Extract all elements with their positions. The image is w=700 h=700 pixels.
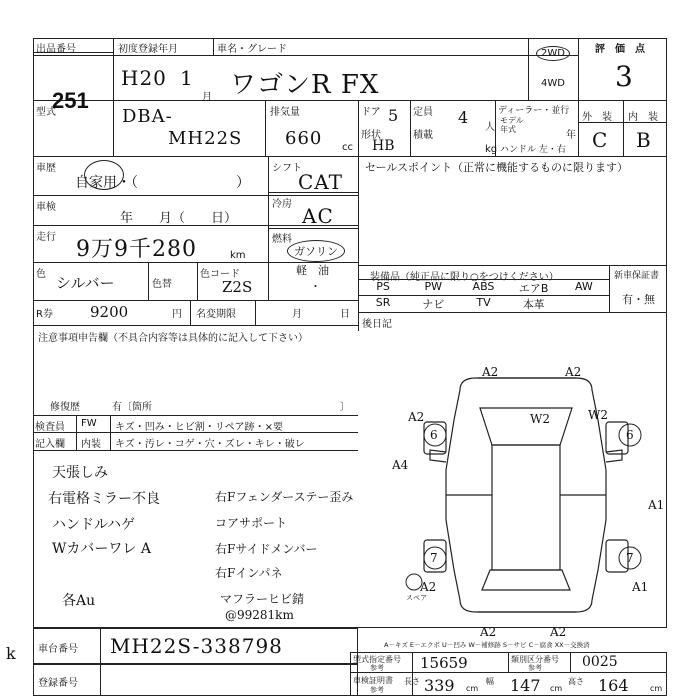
ac-value: AC: [302, 204, 334, 228]
evaluation-score: 3: [615, 60, 634, 93]
model-value: MH22S: [168, 128, 243, 149]
height-label: 高さ: [568, 677, 584, 686]
certificate-label: 車検証明書: [353, 676, 393, 685]
capacity-label: 定員: [413, 107, 433, 118]
model-label: 型式: [36, 107, 56, 118]
equipment-item: 本革: [522, 298, 545, 311]
fuel-gasoline-option: ガソリン: [287, 240, 345, 262]
capacity-unit: 人: [485, 122, 495, 133]
sales-point-label: セールスポイント（正常に機能するものに限ります）: [365, 161, 629, 174]
history-label: 車歴: [36, 163, 56, 174]
displacement-label: 排気量: [270, 107, 300, 118]
equipment-item: エアB: [518, 282, 549, 295]
color-code-label: 色コード: [200, 269, 240, 280]
displacement-unit: cc: [342, 142, 353, 153]
drive-2wd-option: 2WD: [536, 46, 570, 61]
class-number-ref: 参考: [528, 664, 542, 672]
registration-year: H20: [121, 66, 167, 90]
shift-label: シフト: [272, 163, 302, 174]
note-right-6: @99281km: [225, 608, 294, 622]
recycle-ticket-value: 9200: [90, 303, 129, 321]
handle-label: ハンドル 左・右: [500, 145, 566, 155]
type-designation-value: 15659: [420, 654, 468, 672]
height-value: 164: [598, 676, 629, 695]
first-registration-label: 初度登録年月: [118, 44, 178, 55]
entry-field-label: 記入欄: [35, 439, 65, 450]
wheel-7-right: 7: [626, 551, 634, 565]
note-right-4: 右Fインパネ: [215, 566, 283, 580]
equipment-item: PS: [376, 280, 390, 293]
margin-mark: k: [6, 644, 16, 663]
recycle-ticket-label: R券: [36, 309, 53, 320]
damage-w2-right: W2: [588, 408, 608, 422]
width-label: 幅: [486, 677, 494, 686]
repair-history-value: 有〔箇所: [112, 402, 152, 413]
fuel-dot: ・: [310, 280, 321, 293]
wheel-6-left: 6: [430, 428, 438, 442]
evaluation-label: 評 価 点: [595, 44, 645, 55]
fuel-diesel-option: 軽 油: [296, 264, 329, 277]
interior-value: B: [636, 128, 652, 152]
class-number-label: 類別区分番号: [511, 655, 559, 664]
lot-number: 251: [52, 88, 89, 113]
equipment-item: TV: [476, 296, 491, 309]
interior-label: 内 装: [628, 112, 658, 123]
inspection-value: 年 月（ 日）: [120, 211, 238, 226]
exterior-mark-legend: キズ・凹み・ヒビ割・リペア跡・×要: [115, 422, 283, 433]
load-unit: kg: [485, 144, 498, 155]
model-year-label: モデル年式: [500, 116, 524, 134]
note-right-1: 右Fフェンダーステー歪み: [215, 490, 354, 504]
equipment-label: 装備品（純正品に限り○をつけください）: [370, 272, 559, 283]
lot-number-label: 出品番号: [36, 44, 76, 55]
color-change-label: 色替: [152, 279, 172, 290]
shape-value: HB: [372, 138, 395, 154]
repair-history-label: 修復歴: [50, 402, 80, 413]
inspection-label: 車検: [36, 202, 56, 213]
registration-month: 1: [180, 66, 194, 90]
damage-a2-rear-right: A2: [550, 625, 567, 639]
type-designation-label: 型式指定番号: [353, 655, 401, 664]
damage-a2-rear-left: A2: [480, 625, 497, 639]
new-car-warranty-value: 有・無: [622, 293, 655, 306]
width-value: 147: [510, 676, 541, 695]
notes-label: 注意事項申告欄（不具合内容等は具体的に記入して下さい）: [38, 333, 308, 344]
spare-tire-label: スペア: [406, 594, 427, 602]
mileage-value: 9万9千280: [76, 237, 197, 262]
type-designation-ref: 参考: [370, 664, 384, 672]
deadline-month: 月: [292, 309, 302, 320]
damage-a4-left: A4: [392, 458, 409, 472]
car-name-label: 車名・グレード: [217, 44, 287, 55]
damage-a2-front-left: A2: [482, 365, 499, 379]
length-unit: cm: [466, 684, 479, 693]
color-label: 色: [36, 269, 46, 280]
note-left-5: 各Au: [62, 593, 96, 609]
fuel-label: 燃料: [272, 234, 292, 245]
shape-label: 形状: [361, 130, 381, 141]
note-left-3: ハンドルハゲ: [52, 517, 136, 533]
equipment-item: ABS: [472, 280, 495, 293]
note-right-2: コアサポート: [215, 516, 288, 530]
displacement-value: 660: [285, 128, 323, 149]
note-left-4: Wカバーワレ A: [52, 541, 151, 557]
height-unit: cm: [650, 684, 663, 693]
wheel-6-right: 6: [626, 428, 634, 442]
rear-seat-label: 後日記: [362, 319, 392, 330]
load-label: 積載: [413, 130, 433, 141]
mileage-unit: km: [230, 250, 246, 261]
certificate-ref: 参考: [370, 686, 384, 694]
dealer-label: ディーラー・並行: [498, 106, 570, 116]
note-right-5: マフラーヒビ錆: [220, 592, 305, 606]
equipment-item: ナビ: [422, 298, 445, 311]
note-left-2: 右電格ミラー不良: [48, 491, 160, 507]
exterior-value: C: [592, 128, 609, 152]
car-name: ワゴンR FX: [230, 70, 380, 100]
damage-code-legend: A－キズ E－エクボ U－凹み W－補修跡 S－サビ C－腐食 XX－交換済: [384, 641, 590, 649]
damage-w2-windshield: W2: [530, 412, 550, 426]
equipment-item: SR: [375, 296, 391, 309]
color-value: シルバー: [56, 274, 115, 292]
month-unit: 月: [202, 92, 212, 103]
mileage-label: 走行: [36, 232, 56, 243]
drive-4wd-option: 4WD: [541, 78, 565, 89]
doors-label: ドア: [361, 107, 381, 118]
damage-a2-front-right: A2: [565, 365, 582, 379]
damage-a2-left: A2: [408, 410, 425, 424]
vin-value: MH22S-338798: [110, 634, 283, 658]
length-value: 339: [424, 676, 455, 695]
shift-value: CAT: [298, 170, 343, 194]
model-value-prefix: DBA-: [122, 106, 173, 127]
wheel-7-left: 7: [430, 551, 438, 565]
fw-label: FW: [81, 418, 97, 429]
length-label: 長さ: [404, 677, 420, 686]
inspector-label: 検査員: [35, 422, 65, 433]
note-right-3: 右Fサイドメンバー: [215, 542, 318, 556]
vin-label: 車台番号: [38, 644, 78, 655]
private-use-circle: [84, 160, 124, 190]
damage-a2-mirror: A2: [420, 580, 437, 594]
recycle-ticket-unit: 円: [172, 309, 182, 320]
registration-number-label: 登録番号: [38, 678, 78, 689]
repair-history-close: 〕: [340, 402, 350, 413]
equipment-item: PW: [424, 280, 443, 293]
color-code-value: Z2S: [222, 278, 253, 296]
equipment-item: AW: [574, 280, 593, 293]
damage-a1-rear: A1: [632, 580, 649, 594]
equipment-grid: [358, 279, 609, 312]
ac-label: 冷房: [272, 199, 292, 210]
interior-mark-label: 内装: [81, 439, 101, 450]
exterior-label: 外 装: [582, 112, 612, 123]
name-change-deadline-label: 名変期限: [196, 309, 236, 320]
interior-mark-legend: キズ・汚レ・コゲ・穴・ズレ・キレ・破レ: [115, 439, 305, 450]
note-left-1: 天張しみ: [52, 465, 108, 481]
capacity-value: 4: [458, 108, 469, 127]
doors-value: 5: [388, 106, 399, 125]
width-unit: cm: [550, 684, 563, 693]
class-number-value: 0025: [582, 654, 618, 670]
new-car-warranty-label: 新車保証書: [614, 271, 660, 281]
history-value: 自家用・（ ）: [75, 175, 250, 191]
damage-a1-right: A1: [648, 498, 665, 512]
deadline-day: 日: [340, 309, 350, 320]
year-unit: 年: [566, 130, 576, 141]
